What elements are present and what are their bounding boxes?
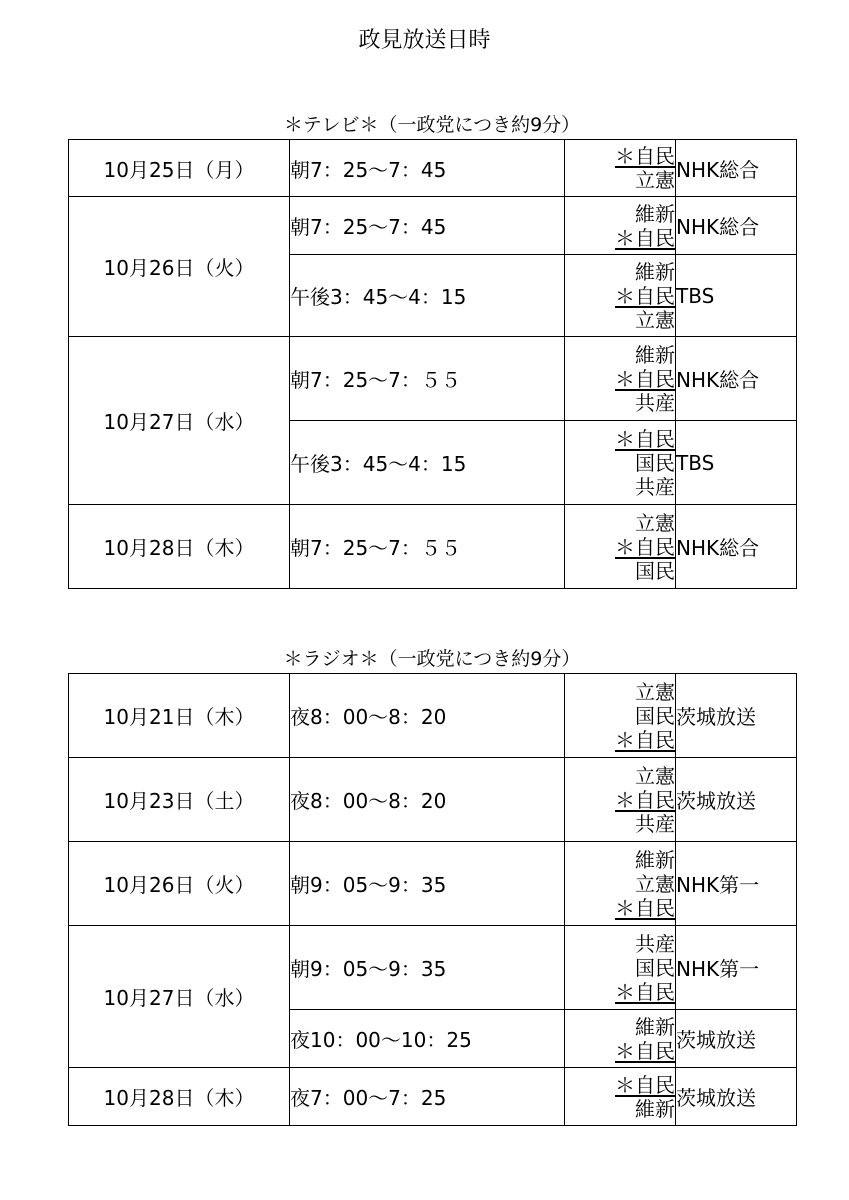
time-cell: 朝7：25～7：45 <box>290 140 565 197</box>
party-name: 共産 <box>635 474 675 499</box>
station-cell: 茨城放送 <box>676 1068 797 1126</box>
date-cell: 10月27日（水） <box>69 926 290 1068</box>
station-cell: 茨城放送 <box>676 674 797 758</box>
time-cell: 朝7：25～7：45 <box>290 197 565 255</box>
party-name: ＊自民 <box>615 895 675 920</box>
table-row <box>69 1068 797 1126</box>
party-cell <box>565 140 676 197</box>
party-name: 立憲 <box>635 307 675 332</box>
date-cell: 10月28日（木） <box>69 1068 290 1126</box>
party-name: ＊自民 <box>615 366 675 391</box>
station-cell: TBS <box>676 255 797 337</box>
party-name: ＊自民 <box>615 1072 675 1097</box>
party-cell <box>565 337 676 421</box>
time-cell: 夜10：00～10：25 <box>290 1010 565 1068</box>
party-cell <box>565 197 676 255</box>
party-name: 維新 <box>635 259 675 284</box>
party-cell <box>565 505 676 589</box>
party-name: ＊自民 <box>615 534 675 559</box>
time-cell: 午後3：45～4：15 <box>290 255 565 337</box>
table-row <box>69 337 797 421</box>
party-name: 立憲 <box>635 168 675 192</box>
party-name: 国民 <box>635 703 675 728</box>
date-cell: 10月23日（土） <box>69 758 290 842</box>
party-name: ＊自民 <box>615 787 675 812</box>
table-row <box>69 505 797 589</box>
party-name: 立憲 <box>635 763 675 788</box>
station-cell: NHK第一 <box>676 926 797 1010</box>
party-name: 維新 <box>635 342 675 367</box>
time-cell: 午後3：45～4：15 <box>290 421 565 505</box>
party-name: 維新 <box>635 1014 675 1039</box>
party-name: ＊自民 <box>615 144 675 168</box>
time-cell: 朝7：25～7：５５ <box>290 337 565 421</box>
party-name: 維新 <box>635 847 675 872</box>
party-name: ＊自民 <box>615 1038 675 1063</box>
tv-section-heading: ＊テレビ＊（一政党につき約9分） <box>283 114 581 136</box>
station-cell: 茨城放送 <box>676 758 797 842</box>
date-cell: 10月21日（木） <box>69 674 290 758</box>
date-cell: 10月26日（火） <box>69 197 290 337</box>
party-cell <box>565 926 676 1010</box>
party-name: ＊自民 <box>615 225 675 250</box>
party-cell <box>565 1068 676 1126</box>
page-title: 政見放送日時 <box>358 28 491 53</box>
party-name: 国民 <box>635 558 675 583</box>
date-cell: 10月28日（木） <box>69 505 290 589</box>
date-cell: 10月25日（月） <box>69 140 290 197</box>
station-cell: NHK総合 <box>676 197 797 255</box>
date-cell: 10月26日（火） <box>69 842 290 926</box>
table-row <box>69 140 797 197</box>
party-name: 国民 <box>635 450 675 475</box>
time-cell: 朝7：25～7：５５ <box>290 505 565 589</box>
party-name: 維新 <box>635 1096 675 1121</box>
radio-section-heading: ＊ラジオ＊（一政党につき約9分） <box>283 648 581 670</box>
party-cell <box>565 758 676 842</box>
radio-schedule-table <box>68 673 797 1126</box>
station-cell: TBS <box>676 421 797 505</box>
party-name: 共産 <box>635 931 675 956</box>
station-cell: NHK第一 <box>676 842 797 926</box>
time-cell: 朝9：05～9：35 <box>290 926 565 1010</box>
party-name: ＊自民 <box>615 979 675 1004</box>
party-name: ＊自民 <box>615 426 675 451</box>
tv-schedule-table <box>68 139 797 589</box>
party-name: ＊自民 <box>615 283 675 308</box>
time-cell: 夜8：00～8：20 <box>290 674 565 758</box>
station-cell: 茨城放送 <box>676 1010 797 1068</box>
table-row <box>69 197 797 255</box>
table-row <box>69 674 797 758</box>
party-name: 立憲 <box>635 679 675 704</box>
party-name: 国民 <box>635 955 675 980</box>
party-name: 立憲 <box>635 510 675 535</box>
time-cell: 夜7：00～7：25 <box>290 1068 565 1126</box>
table-row <box>69 842 797 926</box>
date-cell: 10月27日（水） <box>69 337 290 505</box>
party-cell <box>565 674 676 758</box>
party-cell <box>565 1010 676 1068</box>
time-cell: 朝9：05～9：35 <box>290 842 565 926</box>
time-cell: 夜8：00～8：20 <box>290 758 565 842</box>
party-cell <box>565 421 676 505</box>
party-name: 共産 <box>635 811 675 836</box>
station-cell: NHK総合 <box>676 337 797 421</box>
station-cell: NHK総合 <box>676 505 797 589</box>
party-name: 共産 <box>635 390 675 415</box>
party-name: ＊自民 <box>615 727 675 752</box>
party-cell <box>565 842 676 926</box>
party-name: 維新 <box>635 201 675 226</box>
table-row <box>69 926 797 1010</box>
table-row <box>69 758 797 842</box>
party-name: 立憲 <box>635 871 675 896</box>
party-cell <box>565 255 676 337</box>
station-cell: NHK総合 <box>676 140 797 197</box>
